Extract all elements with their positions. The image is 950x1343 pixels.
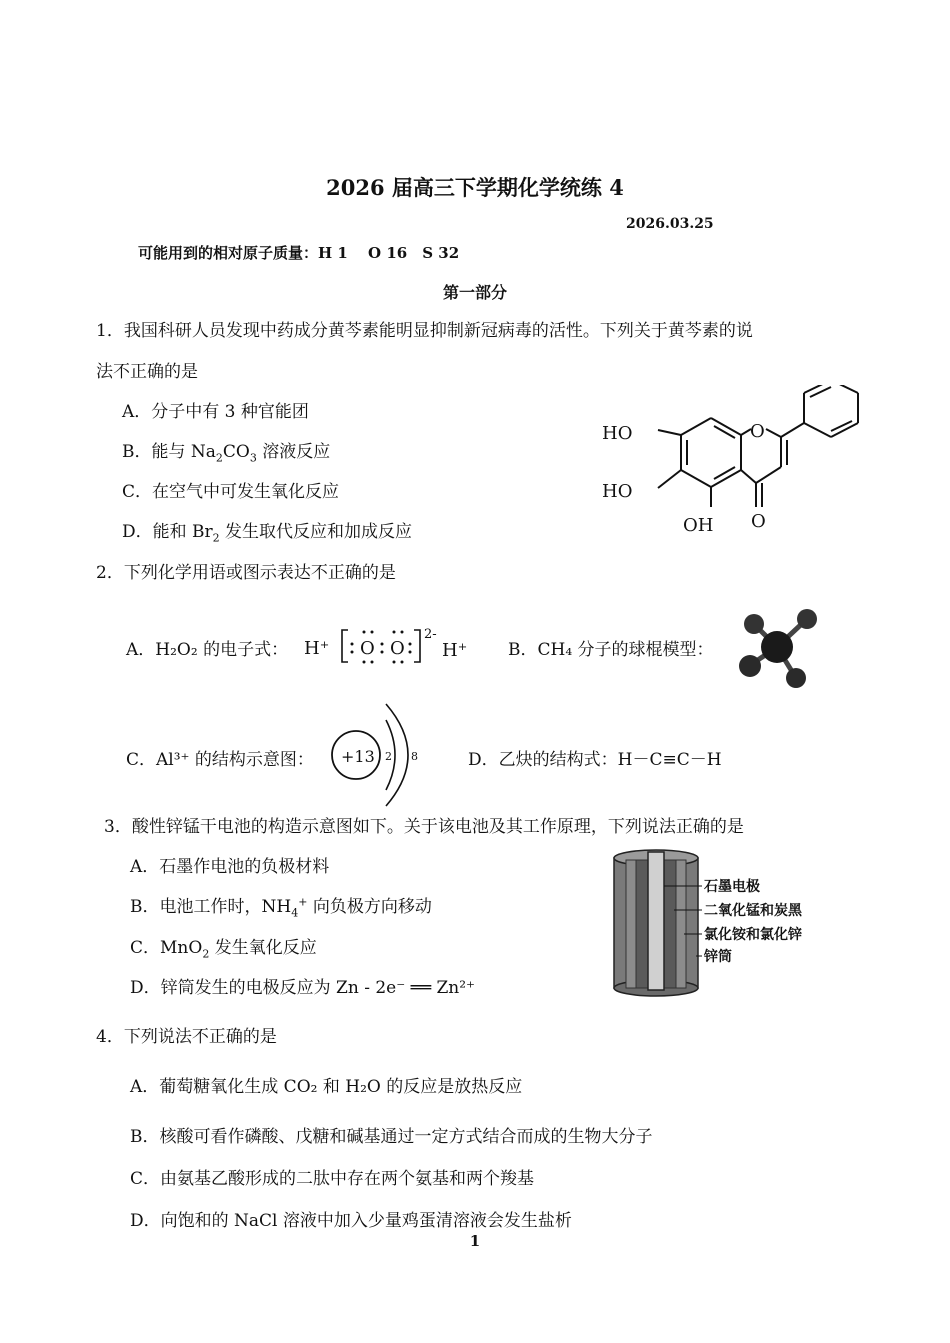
- svg-text:锌筒: 锌筒: [704, 949, 732, 965]
- ho-label-1: HO: [602, 423, 633, 444]
- page-number: 1: [469, 1232, 481, 1250]
- q3-option-d: D．锌筒发生的电极反应为 Zn - 2e⁻ ══ Zn²⁺: [130, 978, 476, 998]
- h2o2-electron-formula: [302, 622, 472, 670]
- q3-option-b: B．电池工作时，$NH_4^+$ 向负极方向移动: [130, 895, 432, 920]
- q2-option-c: C．Al³⁺ 的结构示意图：: [126, 750, 314, 770]
- oh-label: OH: [683, 515, 714, 536]
- svg-text:2: 2: [385, 750, 392, 763]
- svg-text:O: O: [390, 638, 405, 659]
- q2-option-d: D．乙炔的结构式：H－C≡C－H: [468, 750, 722, 770]
- ring-oxygen-label: O: [750, 421, 765, 442]
- q2-option-a: A．H₂O₂ 的电子式：: [126, 640, 289, 660]
- svg-text:2-: 2-: [424, 627, 437, 642]
- q4-stem: 4．下列说法不正确的是: [96, 1027, 277, 1047]
- q3-option-c: C．MnO$_2$ 发生氧化反应: [130, 938, 317, 961]
- ch4-ball-stick-model: [732, 602, 822, 692]
- q3-option-a: A．石墨作电池的负极材料: [130, 857, 330, 877]
- exam-title: 2026 届高三下学期化学统练 4: [326, 175, 624, 200]
- q1-option-c: C．在空气中可发生氧化反应: [122, 482, 340, 502]
- svg-text:H⁺: H⁺: [442, 640, 468, 661]
- svg-text:二氧化锰和炭黑: 二氧化锰和炭黑: [704, 903, 802, 919]
- svg-text:氯化铵和氯化锌: 氯化铵和氯化锌: [704, 927, 802, 943]
- q1-option-a: A．分子中有 3 种官能团: [122, 402, 309, 422]
- part-heading: 第一部分: [442, 283, 507, 302]
- dry-cell-diagram: [610, 848, 830, 998]
- q4-option-b: B．核酸可看作磷酸、戊糖和碱基通过一定方式结合而成的生物大分子: [130, 1127, 653, 1147]
- svg-text:+13: +13: [341, 747, 375, 766]
- q1-stem-line2: 法不正确的是: [96, 362, 198, 382]
- al3-structure-diagram: [326, 700, 436, 810]
- q1-stem-line1: 1．我国科研人员发现中药成分黄芩素能明显抑制新冠病毒的活性。下列关于黄芩素的说: [96, 321, 753, 341]
- svg-text:O: O: [360, 638, 375, 659]
- q4-option-a: A．葡萄糖氧化生成 CO₂ 和 H₂O 的反应是放热反应: [130, 1077, 523, 1097]
- q4-option-c: C．由氨基乙酸形成的二肽中存在两个氨基和两个羧基: [130, 1169, 535, 1189]
- q2-option-b: B．CH₄ 分子的球棍模型：: [508, 640, 714, 660]
- atomic-mass-info: 可能用到的相对原子质量：H 1 O 16 S 32: [138, 244, 460, 262]
- q1-option-b: B．能与 $Na_2CO_3$ 溶液反应: [122, 442, 331, 465]
- baicalein-structure: [596, 385, 876, 545]
- svg-text:8: 8: [411, 750, 418, 763]
- keto-oxygen-label: O: [751, 511, 766, 532]
- q3-stem: 3．酸性锌锰干电池的构造示意图如下。关于该电池及其工作原理，下列说法正确的是: [104, 817, 744, 837]
- svg-text:H⁺: H⁺: [304, 638, 330, 659]
- ho-label-2: HO: [602, 481, 633, 502]
- q2-stem: 2．下列化学用语或图示表达不正确的是: [96, 563, 396, 583]
- svg-text:石墨电极: 石墨电极: [704, 879, 760, 895]
- q4-option-d: D．向饱和的 NaCl 溶液中加入少量鸡蛋清溶液会发生盐析: [130, 1211, 572, 1231]
- exam-date: 2026.03.25: [626, 216, 714, 232]
- q1-option-d: D．能和 $Br_2$ 发生取代反应和加成反应: [122, 522, 413, 545]
